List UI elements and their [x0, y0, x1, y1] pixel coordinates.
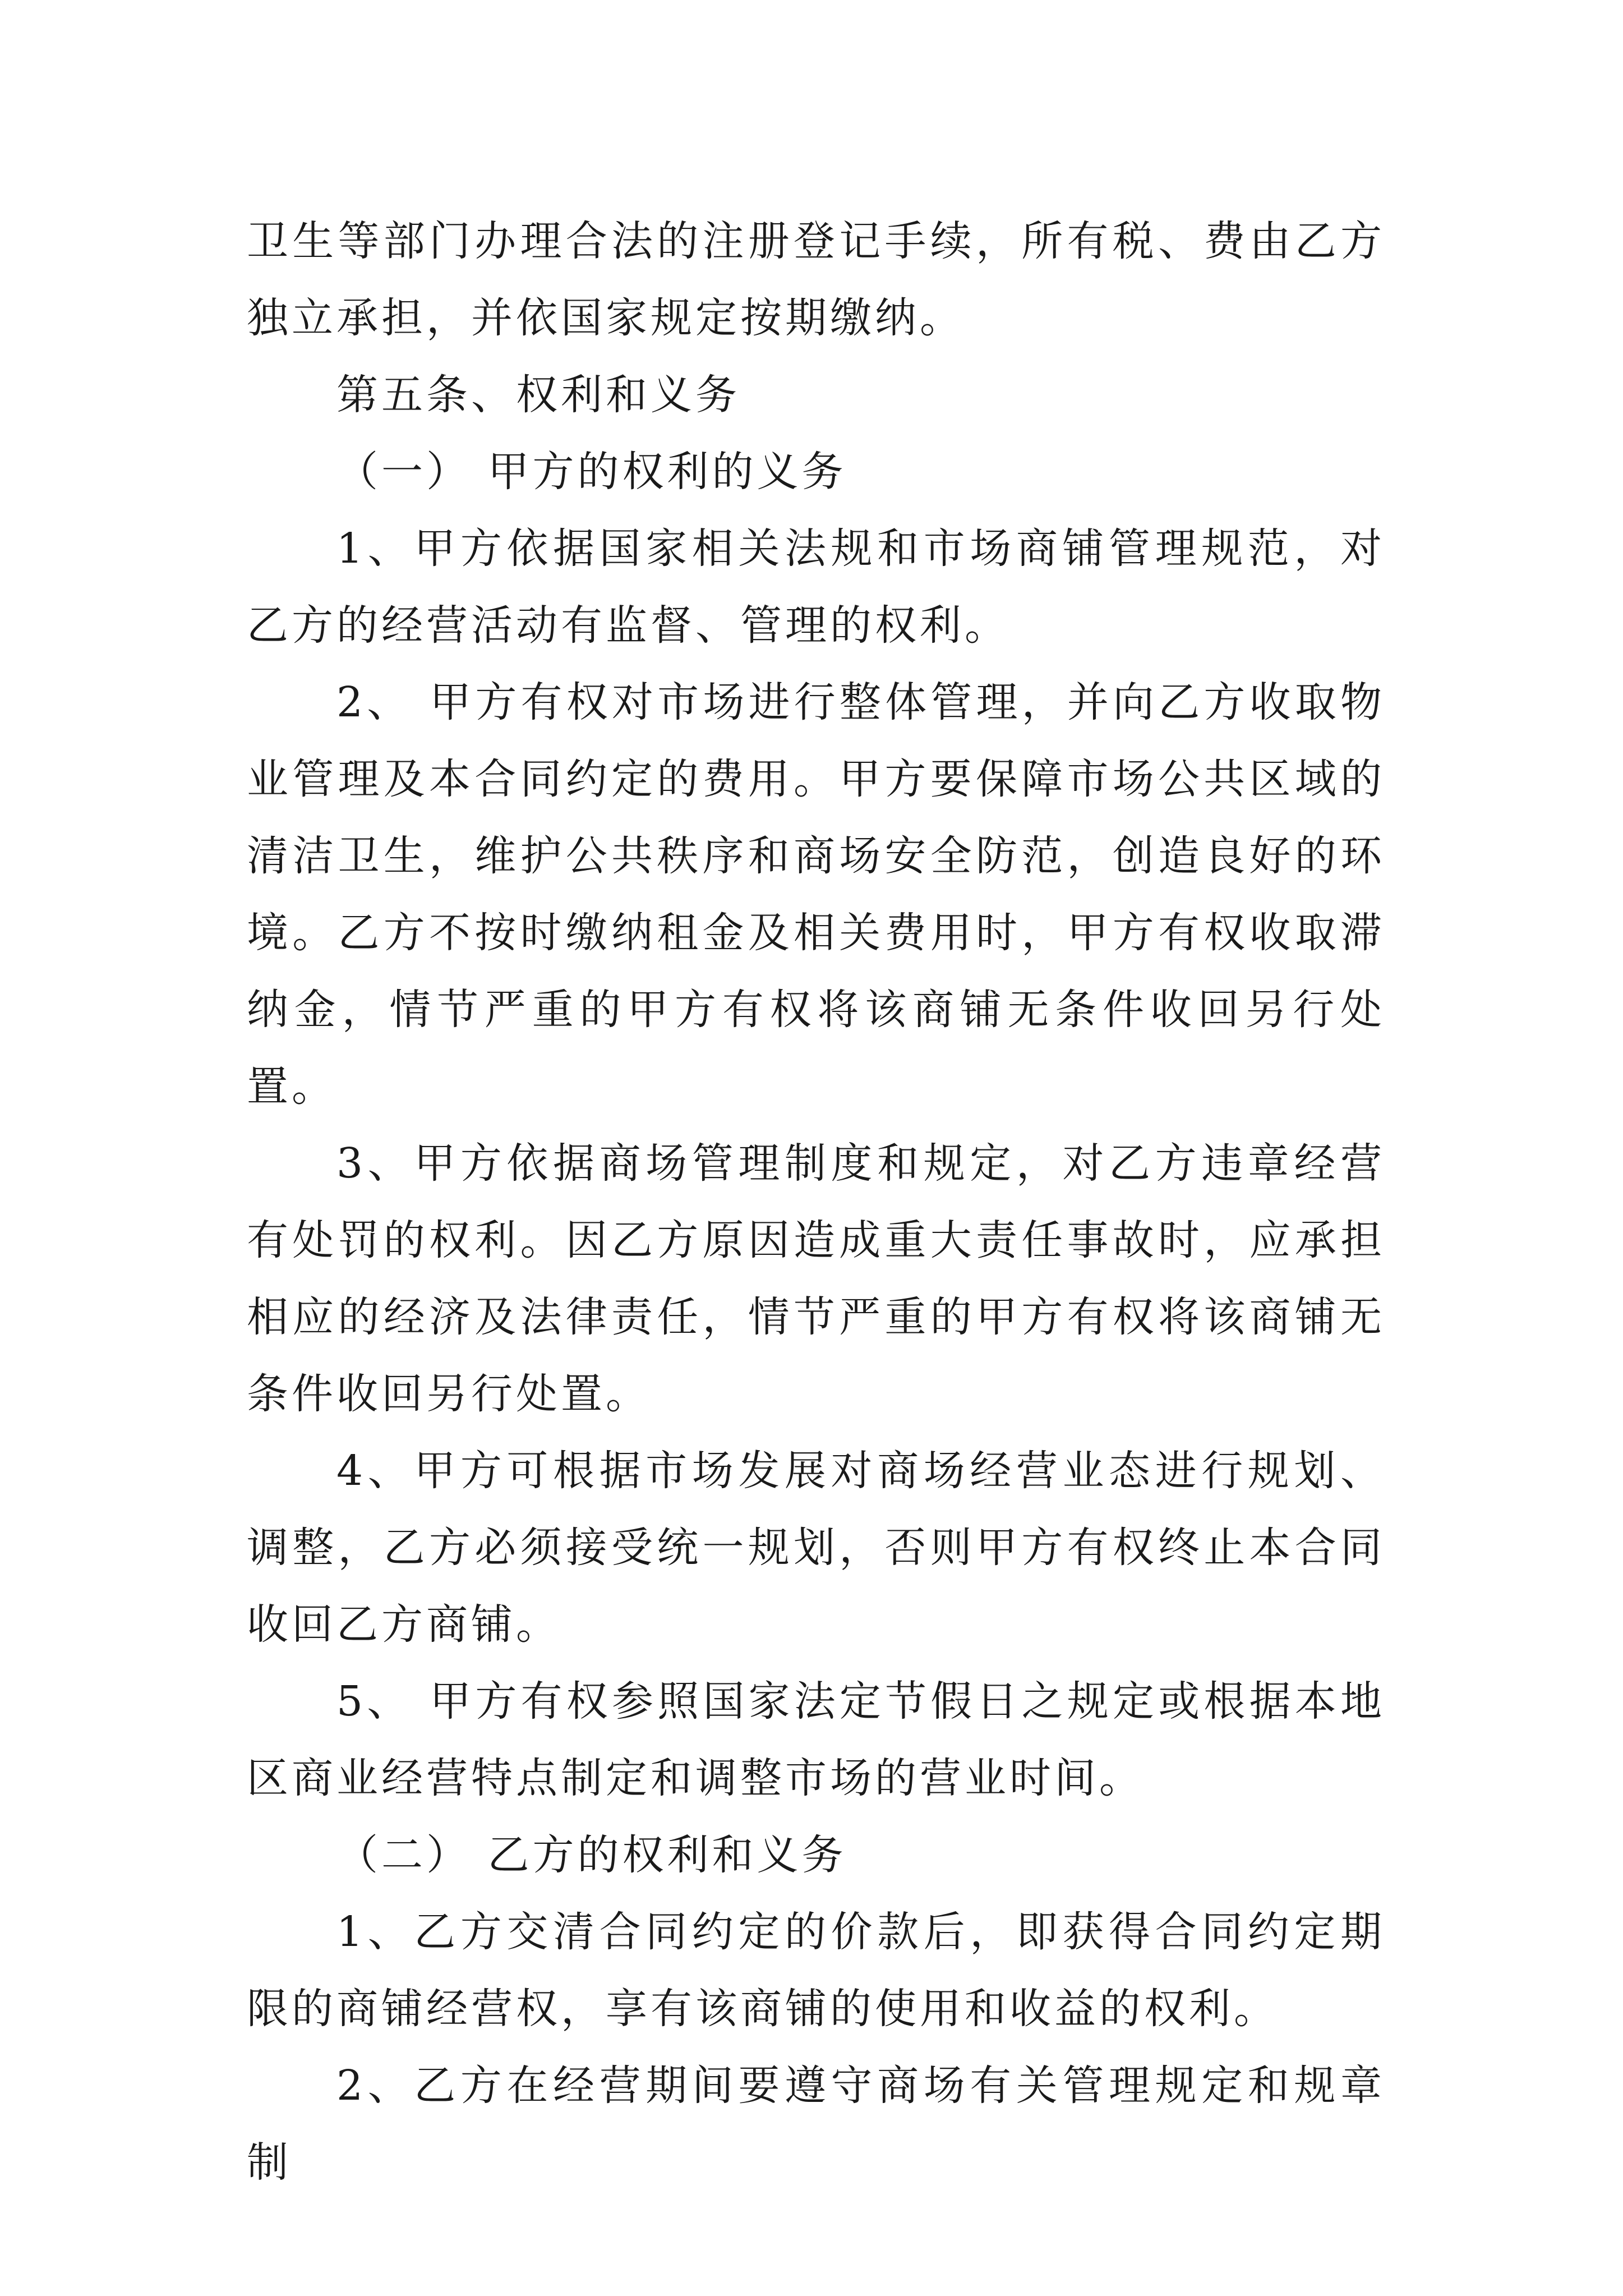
paragraph-continuation: 卫生等部门办理合法的注册登记手续，所有税、费由乙方独立承担，并依国家规定按期缴纳。 [247, 217, 1385, 342]
paragraph-item: 4、甲方可根据市场发展对商场经营业态进行规划、调整，乙方必须接受统一规划，否则甲方有权终止本合同收回乙方商铺。 [247, 1447, 1385, 1649]
paragraph-item: 2、乙方在经营期间要遵守商场有关管理规定和规章制 [247, 2062, 1385, 2187]
section-heading-party-a: （一） 甲方的权利的义务 [336, 448, 847, 496]
paragraph-item: 3、甲方依据商场管理制度和规定，对乙方违章经营有处罚的权利。因乙方原因造成重大责任事故时，应承担相应的经济及法律责任，情节严重的甲方有权将该商铺无条件收回另行处置。 [247, 1139, 1385, 1418]
article-heading: 第五条、权利和义务 [336, 371, 740, 419]
section-heading-party-b: （二） 乙方的权利和义务 [336, 1831, 847, 1879]
paragraph-item: 1、乙方交清合同约定的价款后，即获得合同约定期限的商铺经营权，享有该商铺的使用和收益的权利。 [247, 1908, 1385, 2033]
paragraph-item: 1、甲方依据国家相关法规和市场商铺管理规范，对乙方的经营活动有监督、管理的权利。 [247, 524, 1385, 650]
contract-text-body [247, 203, 1385, 2201]
paragraph-item: 5、 甲方有权参照国家法定节假日之规定或根据本地区商业经营特点制定和调整市场的营业时间。 [247, 1677, 1385, 1802]
paragraph-item: 2、 甲方有权对市场进行整体管理，并向乙方收取物业管理及本合同约定的费用。甲方要保障市场公共区域的清洁卫生，维护公共秩序和商场安全防范，创造良好的环境。乙方不按时缴纳租金及相关费用时，甲方有权收取滞纳金，情节严重的甲方有权将该商铺无条件收回另行处置。 [247, 678, 1385, 1111]
